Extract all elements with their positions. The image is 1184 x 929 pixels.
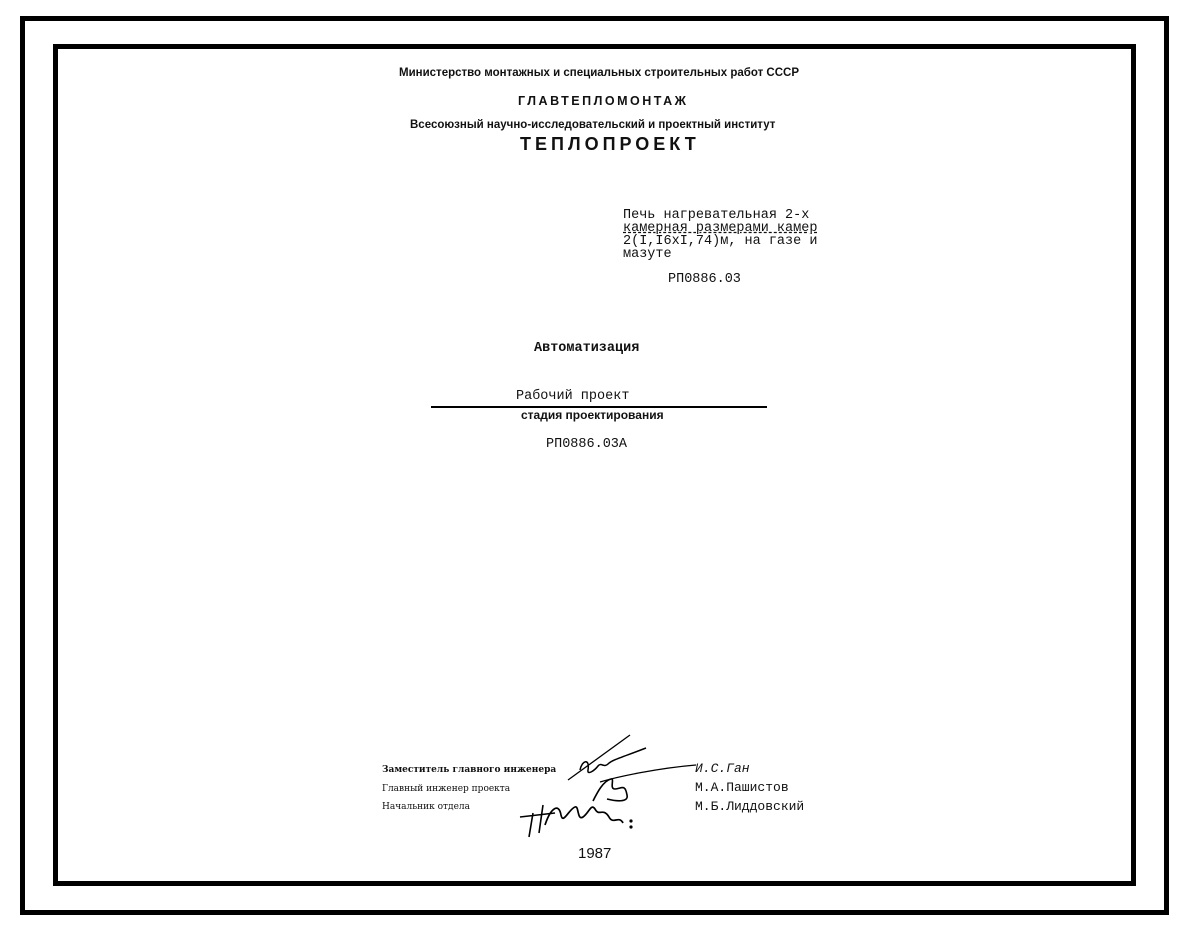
object-line-1: Печь нагревательная 2-х: [623, 208, 810, 223]
object-line-4: мазуте: [623, 247, 672, 262]
year: 1987: [578, 845, 612, 862]
stage-value: Рабочий проект: [516, 389, 630, 404]
approval-role-1: Заместитель главного инженера: [382, 765, 557, 775]
institute-title: Всесоюзный научно-исследовательский и проектный институт: [410, 119, 776, 131]
stage-caption: стадия проектирования: [521, 408, 664, 422]
object-line-3: 2(I,I6хI,74)м, на газе и: [623, 234, 818, 249]
trust-title: ГЛАВТЕПЛОМОНТАЖ: [518, 94, 689, 108]
document-code: РП0886.03А: [546, 437, 628, 452]
approval-name-3: М.Б.Лиддовский: [695, 799, 805, 814]
institute-name: ТЕПЛОПРОЕКТ: [520, 134, 700, 154]
ministry-title: Министерство монтажных и специальных строительных работ СССР: [399, 67, 799, 79]
object-code: РП0886.03: [668, 272, 741, 287]
signature-department-head: [515, 795, 645, 840]
object-line-2: камерная размерами камер: [623, 221, 818, 236]
approval-name-2: М.А.Пашистов: [695, 780, 789, 795]
section-title: Автоматизация: [534, 341, 640, 356]
approval-role-3: Начальник отдела: [382, 802, 470, 812]
approval-name-1: И.С.Ган: [695, 761, 750, 776]
approval-role-2: Главный инженер проекта: [382, 784, 511, 794]
